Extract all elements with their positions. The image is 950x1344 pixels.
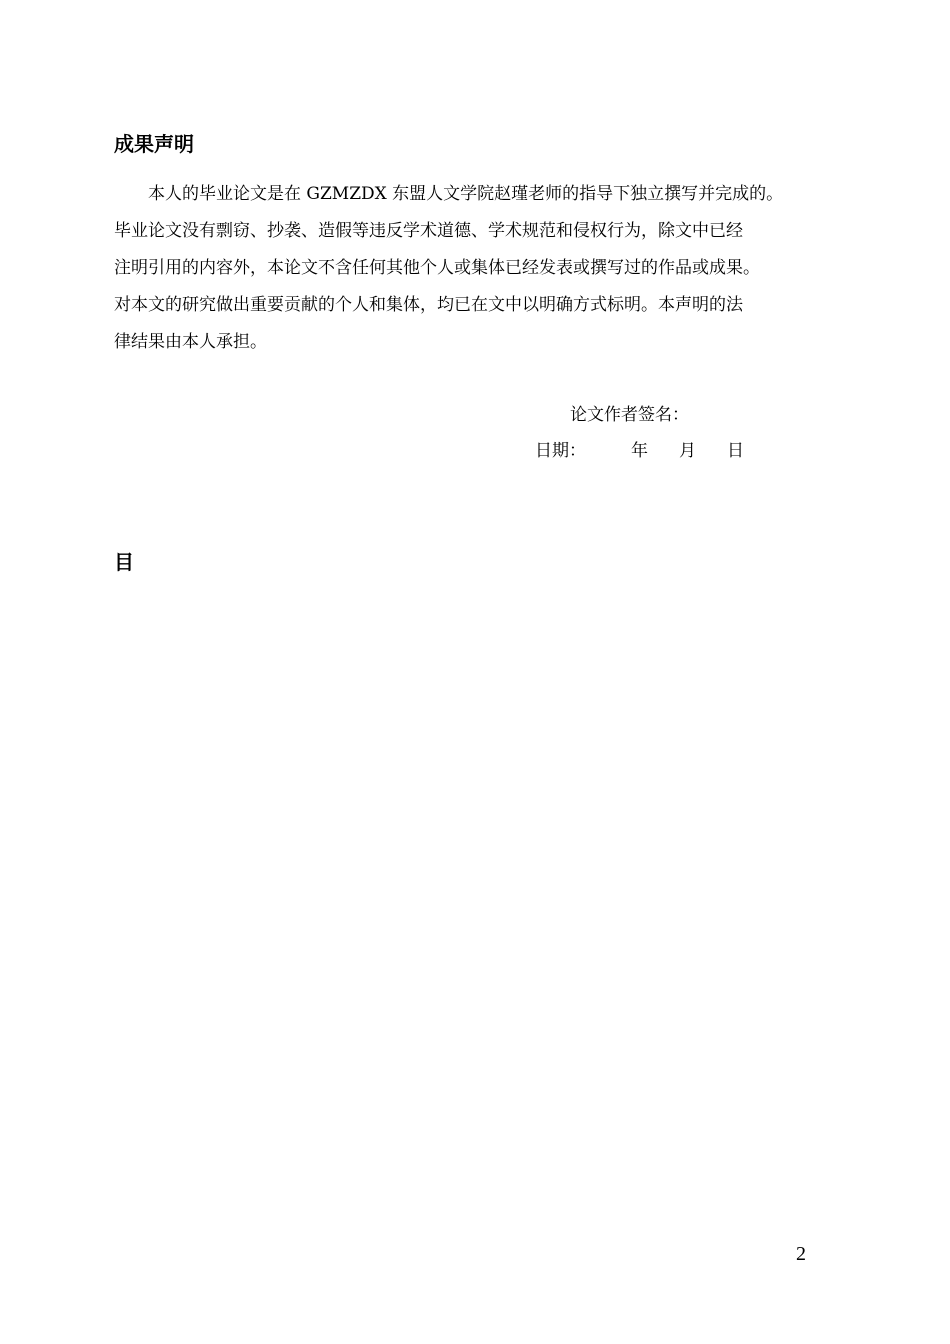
declaration-line: 本人的毕业论文是在 GZMZDX 东盟人文学院赵瑾老师的指导下独立撰写并完成的。	[148, 184, 784, 204]
day-label: 日	[727, 441, 744, 461]
declaration-line: 对本文的研究做出重要贡献的个人和集体，均已在文中以明确方式标明。本声明的法	[114, 295, 743, 315]
author-signature-label: 论文作者签名：	[570, 405, 689, 425]
year-label: 年	[631, 441, 648, 461]
declaration-heading: 成果声明	[114, 132, 194, 156]
date-label: 日期：	[535, 441, 586, 461]
declaration-line: 毕业论文没有剽窃、抄袭、造假等违反学术道德、学术规范和侵权行为，除文中已经	[114, 221, 743, 241]
declaration-paragraph	[114, 176, 836, 361]
toc-heading: 目	[114, 550, 134, 574]
declaration-line: 注明引用的内容外，本论文不含任何其他个人或集体已经发表或撰写过的作品或成果。	[114, 258, 760, 278]
month-label: 月	[679, 441, 696, 461]
declaration-line: 律结果由本人承担。	[114, 332, 267, 352]
date-row	[535, 438, 744, 464]
page-number: 2	[796, 1243, 806, 1265]
